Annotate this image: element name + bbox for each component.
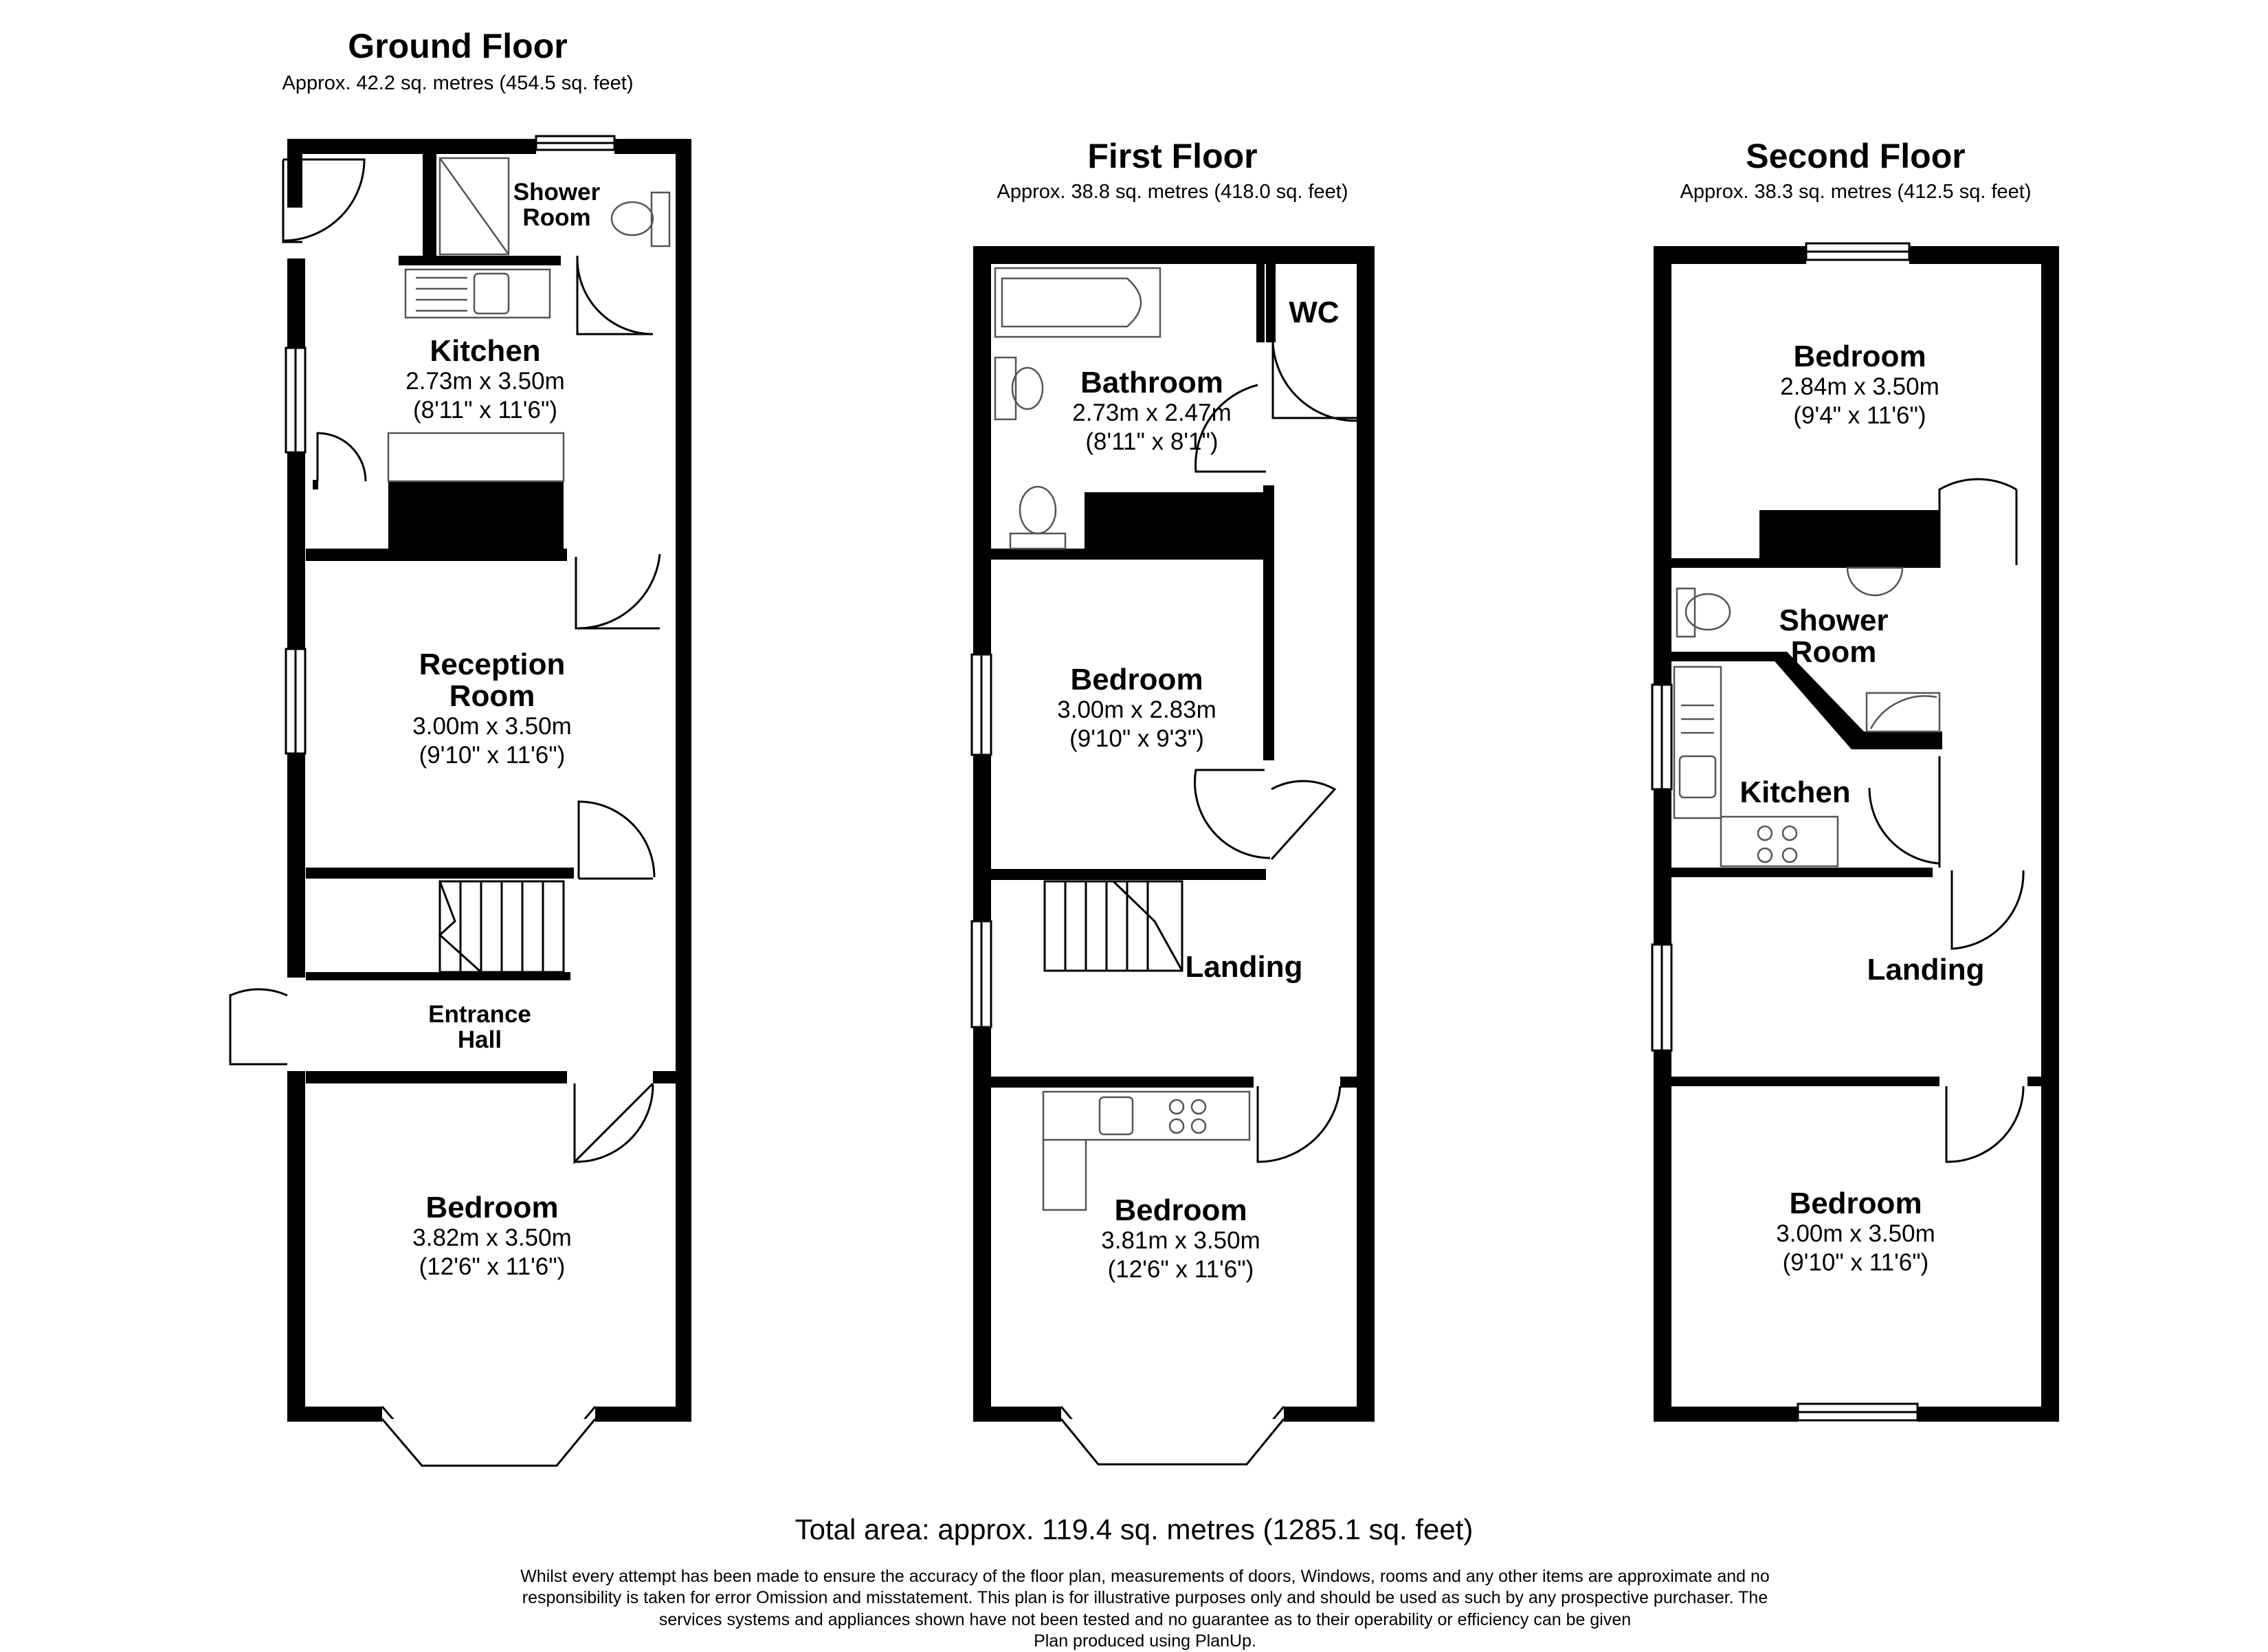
disclaimer-line3: services systems and appliances shown have not been tested and no guarantee as to their operability or efficiency can be given (658, 1609, 1632, 1629)
second-floor-area: Approx. 38.3 sq. metres (412.5 sq. feet) (1680, 181, 2032, 203)
ground-kitchen-label (405, 335, 565, 425)
disclaimer-line1: Whilst every attempt has been made to ensure the accuracy of the floor plan, measurements of doors, Windows, rooms and any other items are approximate and no (520, 1567, 1770, 1586)
first-bedroom-front-name: Bedroom (1114, 1193, 1247, 1227)
second-shower-line1: Shower (1779, 604, 1889, 637)
ground-reception-dim-m: 3.00m x 3.50m (412, 713, 572, 740)
ground-bedroom-dim-m: 3.82m x 3.50m (412, 1224, 572, 1252)
first-bedroom-front-dim-ft: (12'6" x 11'6") (1107, 1256, 1254, 1284)
second-bedroom-rear-dim-ft: (9'4" x 11'6") (1793, 402, 1926, 430)
second-shower-line2: Room (1790, 635, 1877, 670)
first-bathroom-dim-ft: (8'11" x 8'1") (1085, 428, 1219, 456)
second-bedroom-rear-dim-m: 2.84m x 3.50m (1780, 373, 1939, 401)
disclaimer (520, 1566, 1770, 1652)
ground-bedroom-label (412, 1192, 572, 1281)
first-bedroom-front-dim-m: 3.81m x 3.50m (1101, 1227, 1260, 1255)
ground-kitchen-dim-m: 2.73m x 3.50m (405, 368, 565, 395)
second-bedroom-front-dim-ft: (9'10" x 11'6") (1782, 1249, 1929, 1277)
second-bedroom-front-dim-m: 3.00m x 3.50m (1776, 1220, 1935, 1248)
second-kitchen-name: Kitchen (1739, 775, 1851, 809)
ground-reception-label (412, 649, 572, 770)
total-area: Total area: approx. 119.4 sq. metres (1285.1 sq. feet) (794, 1513, 1474, 1545)
second-landing-name: Landing (1867, 953, 1985, 987)
first-bedroom-mid-name: Bedroom (1070, 663, 1203, 696)
ground-kitchen-name: Kitchen (430, 334, 541, 368)
ground-reception-dim-ft: (9'10" x 11'6") (419, 742, 566, 769)
second-bedroom-rear-name: Bedroom (1793, 340, 1926, 373)
first-floor-area: Approx. 38.8 sq. metres (418.0 sq. feet) (997, 181, 1348, 203)
second-bedroom-front-label (1776, 1188, 1935, 1277)
ground-reception-line1: Reception (419, 648, 566, 681)
ground-kitchen-dim-ft: (8'11" x 11'6") (412, 397, 558, 424)
ground-shower-line2: Room (522, 203, 591, 231)
first-floor-title: First Floor (1087, 137, 1258, 175)
ground-shower-room-name (513, 180, 600, 231)
first-bathroom-label (1072, 367, 1232, 456)
ground-floor-title: Ground Floor (348, 27, 568, 65)
disclaimer-line4: Plan produced using PlanUp. (1034, 1631, 1256, 1651)
ground-reception-line2: Room (449, 679, 535, 714)
ground-entrance-hall-name (428, 1002, 531, 1053)
first-bedroom-front-label (1101, 1195, 1260, 1284)
disclaimer-line2: responsibility is taken for error Omission and misstatement. This plan is for illustrative purposes only and should be used as such by any prospective purchaser. The (522, 1588, 1768, 1608)
first-landing-name: Landing (1185, 950, 1303, 984)
first-bedroom-mid-dim-m: 3.00m x 2.83m (1057, 696, 1216, 724)
ground-entrance-line2: Hall (457, 1026, 502, 1053)
second-bedroom-rear-label (1780, 341, 1939, 430)
first-bathroom-dim-m: 2.73m x 2.47m (1072, 399, 1232, 427)
ground-entrance-line1: Entrance (428, 1001, 531, 1028)
first-bathroom-name: Bathroom (1080, 366, 1223, 399)
first-bedroom-mid-dim-ft: (9'10" x 9'3") (1069, 725, 1204, 753)
ground-bedroom-dim-ft: (12'6" x 11'6") (419, 1253, 566, 1281)
first-wc-name: WC (1289, 296, 1339, 329)
first-bedroom-mid-label (1057, 664, 1216, 753)
second-bedroom-front-name: Bedroom (1789, 1187, 1922, 1220)
ground-bedroom-name: Bedroom (425, 1191, 559, 1224)
ground-floor-area: Approx. 42.2 sq. metres (454.5 sq. feet) (282, 72, 634, 94)
second-shower-room-name (1779, 605, 1889, 668)
ground-shower-line1: Shower (513, 179, 601, 206)
second-floor-title: Second Floor (1746, 137, 1966, 175)
